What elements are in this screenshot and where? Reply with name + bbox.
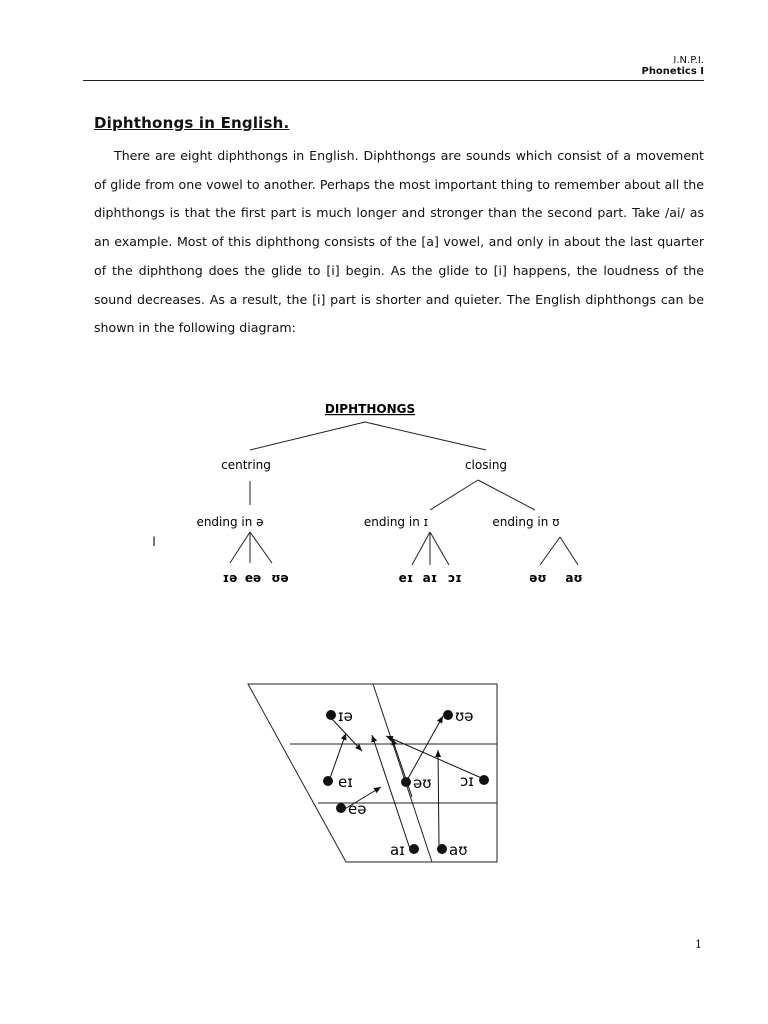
header-org: I.N.P.I. (673, 55, 704, 66)
diphthong-oi: ɔɪ (448, 571, 462, 585)
tree-ending-i: ending in ɪ (363, 515, 429, 529)
page-number: 1 (695, 938, 702, 951)
chart-label-ia: ɪə (338, 707, 353, 725)
page-title: Diphthongs in English. (94, 114, 290, 132)
tree-ending-u: ending in ʊ (492, 515, 560, 529)
diphthong-ei: eɪ (398, 571, 414, 585)
diphthong-ua: ʊə (271, 571, 289, 585)
chart-label-ea: eə (348, 800, 367, 818)
chart-centre-line (373, 684, 432, 862)
tree-stray-mark: l (152, 535, 156, 549)
diphthong-au: aʊ (565, 571, 583, 585)
intro-paragraph: There are eight diphthongs in English. Diphthongs are sounds which consist of a movement of glide from one vowel to another. Perhaps the most important thing to remember about all the diphthongs is that the first part is much longer and stronger than the second part. Take /ai/ as an example. Most of this diphthong consists of the [a] vowel, and only in about the last quarter of the diphthong does the glide to [i] begin. As the glide to [i] happens, the loudness of the sound decreases. As a result, the [i] part is shorter and quieter. The English diphthongs can be shown in the following diagram: (94, 148, 704, 336)
chart-label-ua: ʊə (455, 707, 474, 725)
tree-root: DIPHTHONGS (324, 402, 416, 416)
diphthong-ai: aɪ (422, 571, 438, 585)
tree-centring: centring (221, 458, 271, 472)
tree-closing: closing (464, 458, 508, 472)
diphthong-ia: ɪə (222, 571, 238, 585)
chart-label-ai: aɪ (390, 841, 405, 859)
chart-label-oi: ɔɪ (460, 772, 474, 790)
chart-label-ei: eɪ (338, 773, 353, 791)
chart-label-au-schwa: əʊ (413, 774, 432, 792)
diphthong-ea: eə (244, 571, 262, 585)
diphthong-au-schwa: əʊ (529, 571, 547, 585)
header-course: Phonetics I (641, 66, 704, 77)
chart-label-au: aʊ (449, 841, 468, 859)
tree-ending-schwa: ending in ə (196, 515, 264, 529)
